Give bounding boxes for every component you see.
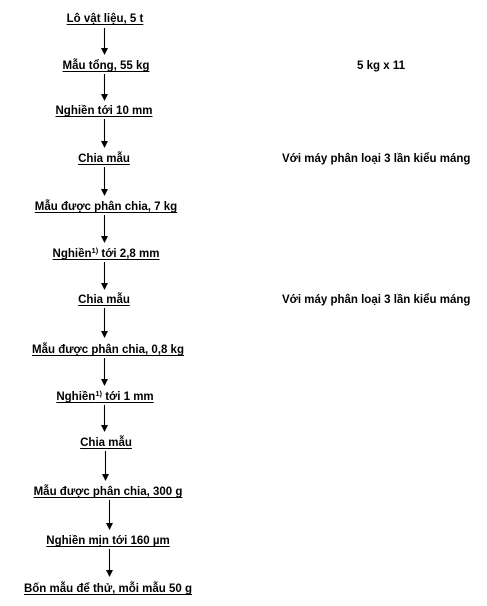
- step-divide-third: [6, 436, 206, 450]
- step-label: Mẫu được phân chia, 7 kg: [34, 201, 178, 213]
- step-label: Chia mẫu: [78, 153, 130, 165]
- step-label: Chia mẫu: [78, 294, 130, 306]
- step-label-main: Nghiền: [56, 391, 96, 403]
- flow-arrow: [101, 405, 108, 432]
- note-increments: 5 kg x 11: [357, 60, 405, 72]
- step-fine-grind: [8, 534, 208, 548]
- step-divided-7kg: [6, 200, 206, 214]
- flow-arrow: [101, 74, 108, 101]
- footnote-marker: 1): [95, 389, 102, 398]
- footnote-marker: 1): [91, 246, 99, 255]
- flow-arrow: [106, 500, 113, 530]
- step-divided-300g: [8, 485, 208, 499]
- step-bulk-sample: [6, 59, 206, 73]
- step-label: [53, 248, 160, 260]
- step-divide-first: [4, 152, 204, 166]
- flow-arrow: [101, 28, 108, 55]
- step-label: Bốn mẫu để thử, mỗi mẫu 50 g: [23, 583, 193, 595]
- note-riffle-divider-first: Với máy phân loại 3 lần kiểu máng: [282, 153, 471, 165]
- step-crush-10mm: [4, 104, 204, 118]
- step-label: Lô vật liệu, 5 t: [66, 13, 144, 25]
- step-label: Mẫu tổng, 55 kg: [62, 60, 150, 72]
- step-label: Mẫu được phân chia, 0,8 kg: [32, 344, 184, 356]
- step-crush-1mm: [5, 390, 205, 404]
- step-crush-2-8mm: [6, 247, 206, 261]
- step-material-lot: [5, 12, 205, 26]
- step-label-main: Nghiền: [52, 248, 92, 260]
- flow-arrow: [101, 119, 108, 148]
- step-label-rest: tới 1 mm: [105, 391, 154, 403]
- step-label: Nghiền mịn tới 160 µm: [46, 535, 170, 547]
- flow-arrow: [101, 308, 108, 338]
- flow-arrow: [102, 451, 109, 481]
- step-label: Nghiền tới 10 mm: [55, 105, 153, 117]
- step-divide-second: [4, 293, 204, 307]
- flow-arrow: [101, 262, 108, 290]
- flow-arrow: [101, 358, 108, 386]
- step-test-samples: [8, 582, 208, 596]
- flow-arrow: [101, 167, 108, 196]
- step-label: [56, 391, 153, 403]
- step-label-rest: tới 2,8 mm: [101, 248, 160, 260]
- step-label: Chia mẫu: [80, 437, 132, 449]
- step-label: Mẫu được phân chia, 300 g: [33, 486, 183, 498]
- step-divided-0-8kg: [8, 343, 208, 357]
- flow-arrow: [106, 549, 113, 577]
- note-riffle-divider-second: Với máy phân loại 3 lần kiểu máng: [282, 294, 471, 306]
- flow-arrow: [101, 215, 108, 243]
